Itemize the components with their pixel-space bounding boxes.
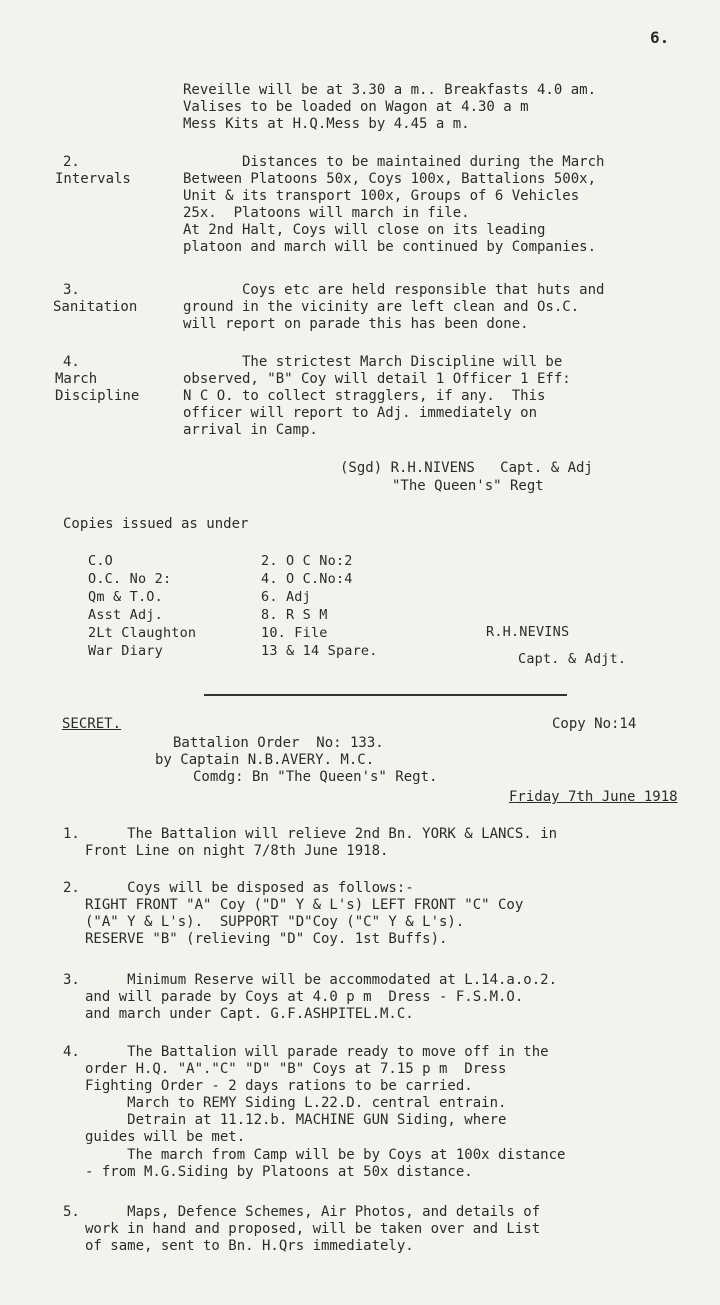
intro-line: Reveille will be at 3.30 a m.. Breakfasts 4.0 am. xyxy=(183,82,597,98)
paragraph-line: Minimum Reserve will be accommodated at L.14.a.o.2. xyxy=(85,972,558,988)
copies-recipient: C.O xyxy=(88,553,113,569)
section-line: platoon and march will be continued by Companies. xyxy=(183,239,597,255)
section-label: Sanitation xyxy=(53,299,138,315)
copies-recipient: Asst Adj. xyxy=(88,607,163,623)
section-line: The strictest March Discipline will be xyxy=(183,354,563,370)
section-line: 25x. Platoons will march in file. xyxy=(183,205,470,221)
copy-number: Copy No:14 xyxy=(552,716,637,732)
paragraph-line: work in hand and proposed, will be taken over and List xyxy=(85,1221,541,1237)
order-date: Friday 7th June 1918 xyxy=(509,789,678,805)
paragraph-line: order H.Q. "A"."C" "D" "B" Coys at 7.15 p m Dress xyxy=(85,1061,507,1077)
copies-number: 2. O C No:2 xyxy=(261,553,353,569)
paragraph-line: and will parade by Coys at 4.0 p m Dress - F.S.M.O. xyxy=(85,989,524,1005)
signature-line: (Sgd) R.H.NIVENS Capt. & Adj xyxy=(340,460,593,476)
copies-number: 6. Adj xyxy=(261,589,311,605)
section-label: Discipline xyxy=(55,388,140,404)
signature-regiment: "The Queen's" Regt xyxy=(392,478,544,494)
section-line: Coys etc are held responsible that huts and xyxy=(183,282,605,298)
copies-number: 4. O C.No:4 xyxy=(261,571,353,587)
paragraph-line: - from M.G.Siding by Platoons at 50x distance. xyxy=(85,1164,473,1180)
paragraph-number: 5. xyxy=(63,1204,80,1220)
order-command: Comdg: Bn "The Queen's" Regt. xyxy=(193,769,438,785)
paragraph-line: Front Line on night 7/8th June 1918. xyxy=(85,843,389,859)
paragraph-line: March to REMY Siding L.22.D. central entrain. xyxy=(85,1095,507,1111)
paragraph-line: Coys will be disposed as follows:- xyxy=(85,880,414,896)
copies-signer-name: R.H.NEVINS xyxy=(486,624,570,640)
paragraph-line: Maps, Defence Schemes, Air Photos, and details of xyxy=(85,1204,541,1220)
copies-signer-rank: Capt. & Adjt. xyxy=(518,651,627,667)
paragraph-line: ("A" Y & L's). SUPPORT "D"Coy ("C" Y & L's). xyxy=(85,914,465,930)
paragraph-line: of same, sent to Bn. H.Qrs immediately. xyxy=(85,1238,414,1254)
section-line: observed, "B" Coy will detail 1 Officer 1 Eff: xyxy=(183,371,571,387)
section-line: officer will report to Adj. immediately on xyxy=(183,405,538,421)
section-line: ground in the vicinity are left clean and Os.C. xyxy=(183,299,580,315)
section-line: N C O. to collect stragglers, if any. This xyxy=(183,388,546,404)
copies-heading: Copies issued as under xyxy=(63,516,249,532)
paragraph-number: 1. xyxy=(63,826,80,842)
copies-recipient: 2Lt Claughton xyxy=(88,625,197,641)
copies-recipient: Qm & T.O. xyxy=(88,589,163,605)
paragraph-line: The Battalion will parade ready to move off in the xyxy=(85,1044,549,1060)
section-number: 2. xyxy=(63,154,80,170)
copies-number: 8. R S M xyxy=(261,607,328,623)
section-line: At 2nd Halt, Coys will close on its leading xyxy=(183,222,546,238)
paragraph-line: RIGHT FRONT "A" Coy ("D" Y & L's) LEFT FRONT "C" Coy xyxy=(85,897,524,913)
paragraph-number: 2. xyxy=(63,880,80,896)
section-divider xyxy=(204,694,567,696)
order-author: by Captain N.B.AVERY. M.C. xyxy=(155,752,375,768)
page-number: 6. xyxy=(650,28,670,47)
paragraph-line: guides will be met. xyxy=(85,1129,246,1145)
copies-number: 13 & 14 Spare. xyxy=(261,643,378,659)
section-line: Unit & its transport 100x, Groups of 6 Vehicles xyxy=(183,188,580,204)
paragraph-line: and march under Capt. G.F.ASHPITEL.M.C. xyxy=(85,1006,414,1022)
paragraph-number: 3. xyxy=(63,972,80,988)
paragraph-line: RESERVE "B" (relieving "D" Coy. 1st Buffs). xyxy=(85,931,448,947)
paragraph-line: Fighting Order - 2 days rations to be carried. xyxy=(85,1078,473,1094)
copies-recipient: War Diary xyxy=(88,643,163,659)
section-line: will report on parade this has been done. xyxy=(183,316,529,332)
copies-number: 10. File xyxy=(261,625,328,641)
section-number: 4. xyxy=(63,354,80,370)
section-line: arrival in Camp. xyxy=(183,422,318,438)
section-line: Between Platoons 50x, Coys 100x, Battalions 500x, xyxy=(183,171,597,187)
paragraph-line: The Battalion will relieve 2nd Bn. YORK & LANCS. in xyxy=(85,826,558,842)
section-number: 3. xyxy=(63,282,80,298)
order-title: Battalion Order No: 133. xyxy=(173,735,384,751)
paragraph-line: The march from Camp will be by Coys at 100x distance xyxy=(85,1147,566,1163)
intro-line: Mess Kits at H.Q.Mess by 4.45 a m. xyxy=(183,116,470,132)
secret-label: SECRET. xyxy=(62,716,122,732)
section-label: Intervals xyxy=(55,171,131,187)
intro-line: Valises to be loaded on Wagon at 4.30 a m xyxy=(183,99,529,115)
section-line: Distances to be maintained during the March xyxy=(183,154,605,170)
paragraph-number: 4. xyxy=(63,1044,80,1060)
section-label: March xyxy=(55,371,98,387)
copies-recipient: O.C. No 2: xyxy=(88,571,172,587)
paragraph-line: Detrain at 11.12.b. MACHINE GUN Siding, where xyxy=(85,1112,507,1128)
